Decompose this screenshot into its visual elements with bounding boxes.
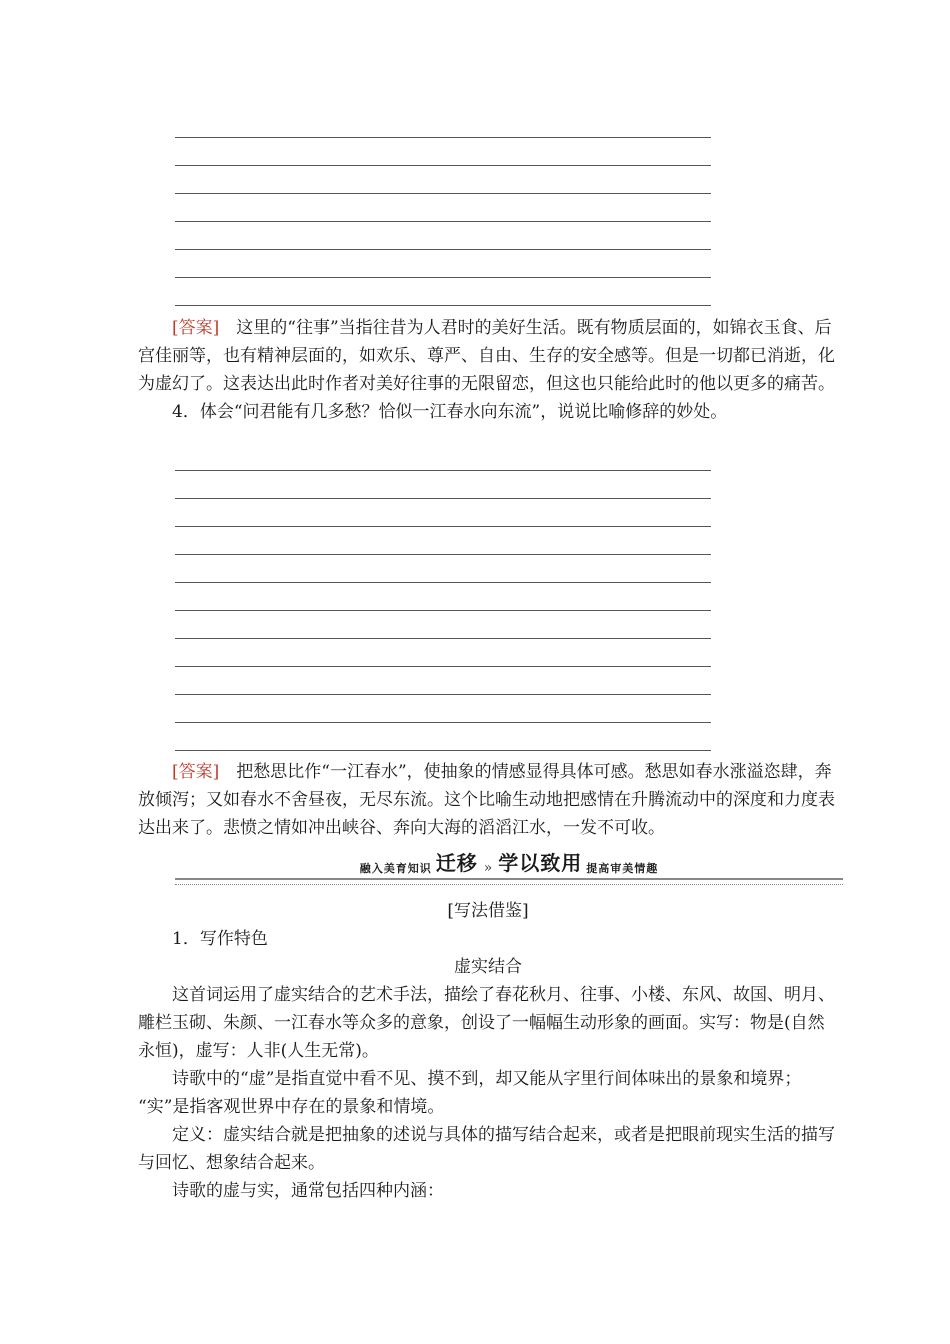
section-title: [写法借鉴] (447, 901, 529, 921)
blank-line (175, 193, 711, 194)
writing-section (138, 897, 838, 1205)
answer-lines-group-2 (175, 470, 711, 778)
blank-line (175, 277, 711, 278)
blank-line (175, 750, 711, 751)
blank-line (175, 249, 711, 250)
paragraph-2a: 诗歌中的“虚”是指直觉中看不见、摸不到，却又能从字里行间体味出的景象和境界； (172, 1069, 802, 1089)
blank-line (175, 610, 711, 611)
blank-line (175, 137, 711, 138)
answer-lines-group-1 (175, 137, 711, 333)
blank-line (175, 526, 711, 527)
blank-line (175, 470, 711, 471)
answer-2-text: 把愁思比作“一江春水”，使抽象的情感显得具体可感。愁思如春水涨溢恣肆，奔放倾泻；又如春水不舍昼夜，无尽东流。这个比喻生动地把感情在升腾流动中的深度和力度表达出来了。悲愤之情如冲出峡谷、奔向大海的滔滔江水，一发不可收。 (138, 762, 835, 838)
blank-line (175, 666, 711, 667)
answer-block-2 (138, 758, 838, 842)
paragraph-4: 诗歌的虚与实，通常包括四种内涵： (172, 1181, 444, 1201)
question-4: 4．体会“问君能有几多愁？恰似一江春水向东流”，说说比喻修辞的妙处。 (172, 402, 728, 422)
banner-rule (175, 878, 843, 885)
blank-line (175, 694, 711, 695)
item-1: 1．写作特色 (172, 929, 268, 949)
answer-1 (138, 314, 838, 398)
blank-line (175, 498, 711, 499)
blank-line (175, 554, 711, 555)
double-chevron-icon: » (483, 860, 493, 876)
answer-block-1 (138, 314, 838, 426)
blank-line (175, 305, 711, 306)
blank-line (175, 221, 711, 222)
paragraph-2b: “实”是指客观世界中存在的景象和情境。 (138, 1097, 445, 1117)
answer-1-text: 这里的“往事”当指往昔为人君时的美好生活。既有物质层面的，如锦衣玉食、后宫佳丽等，也有精神层面的，如欢乐、尊严、自由、生存的安全感等。但是一切都已消逝，化为虚幻了。这表达出此时作者对美好往事的无限留恋，但这也只能给此时的他以更多的痛苦。 (138, 318, 835, 394)
blank-line (175, 165, 711, 166)
subtitle: 虚实结合 (454, 957, 522, 977)
section-banner (175, 850, 843, 884)
answer-2 (138, 758, 838, 842)
banner-main-1: 迁移 (435, 851, 478, 875)
blank-line (175, 638, 711, 639)
blank-line (175, 582, 711, 583)
answer-tag: [答案] (172, 318, 220, 338)
banner-main-2: 学以致用 (498, 851, 583, 875)
answer-tag: [答案] (172, 762, 220, 782)
banner-right-text: 提高审美情趣 (586, 862, 659, 875)
paragraph-3: 定义：虚实结合就是把抽象的述说与具体的描写结合起来，或者是把眼前现实生活的描写与回忆、想象结合起来。 (138, 1125, 835, 1173)
banner-left-text: 融入美育知识 (359, 862, 432, 875)
blank-line (175, 722, 711, 723)
paragraph-1: 这首词运用了虚实结合的艺术手法，描绘了春花秋月、往事、小楼、东风、故国、明月、雕栏玉砌、朱颜、一江春水等众多的意象，创设了一幅幅生动形象的画面。实写：物是(自然永恒)，虚写：人非(人生无常)。 (138, 985, 835, 1061)
